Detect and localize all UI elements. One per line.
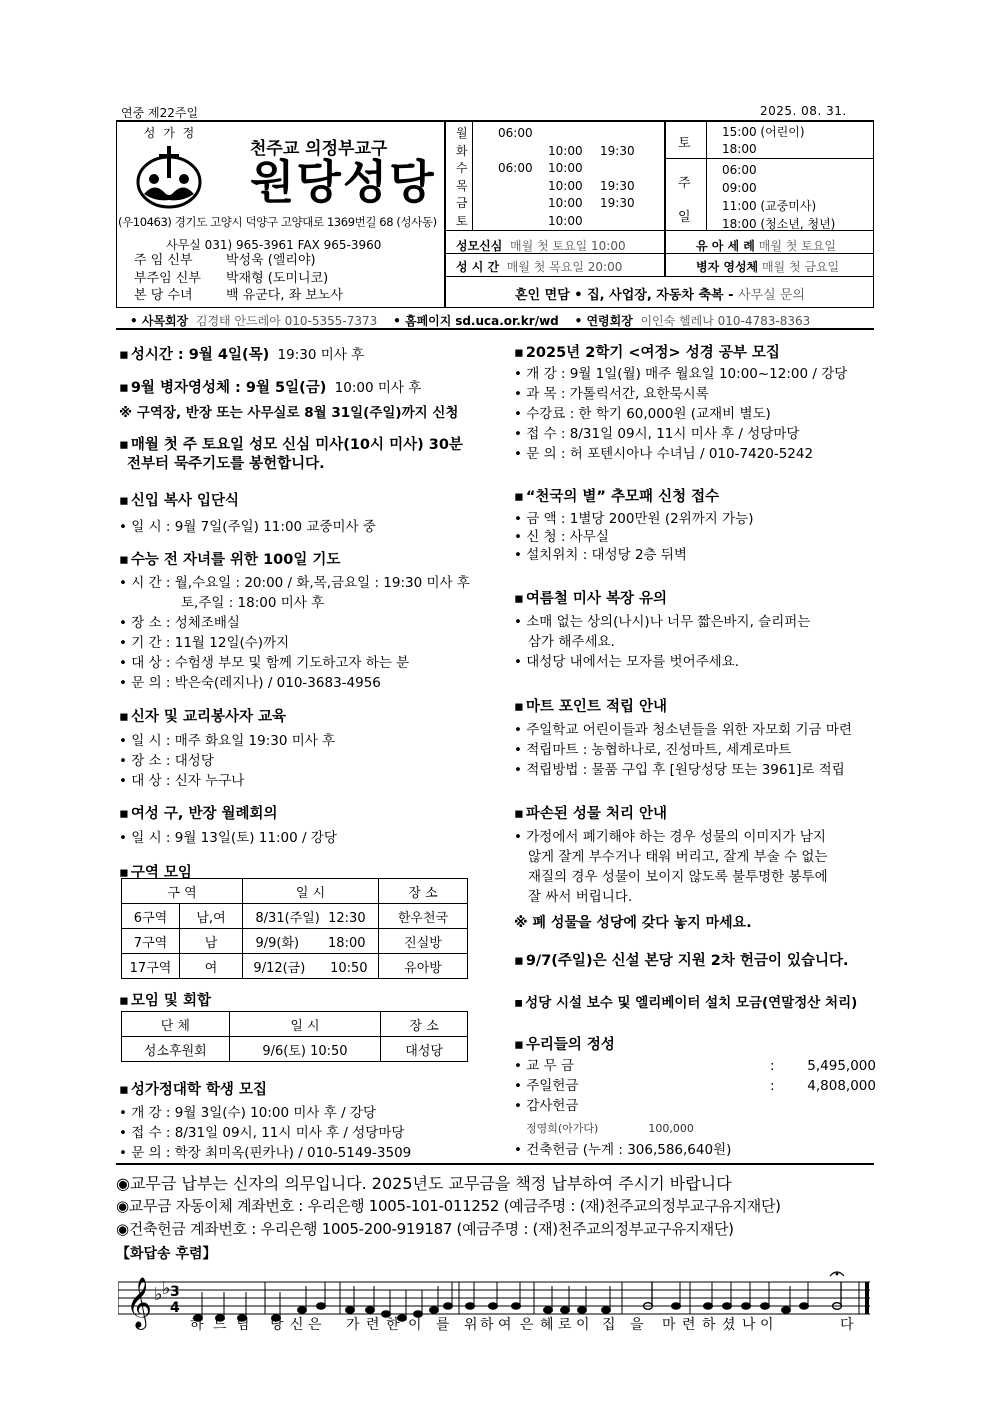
left-section-district-meeting: ▪ 구역 모임 [119,861,192,882]
right-section-elevator-fund: ▪ 성당 시설 보수 및 엘리베이터 설치 모금(연말정산 처리) [514,991,857,1011]
saturday-times: 15:00 (어린이) 18:00 [722,125,805,156]
lyric-syllable: 마 [662,1317,677,1333]
table-row: 6구역 남,여 8/31(주일) 12:30 한우천국 [122,904,468,929]
contacts-bar [130,312,810,329]
lyric-syllable: 여 [498,1317,513,1333]
lyric-syllable: 집 [602,1317,617,1333]
lyric-syllable: 혜 [540,1317,555,1333]
lyric-syllable: 위 [464,1317,479,1333]
issue-date: 2025. 08. 31. [760,104,847,118]
flat-icon: ♭ [154,1284,163,1305]
meeting-table: 단 체 일 시 장 소 성소후원회 9/6(토) 10:50 대성당 [121,1011,468,1062]
lyric-syllable: 가 [346,1317,361,1333]
lyric-syllable: 하 [702,1317,717,1333]
lyric-syllable: 셨 [722,1317,737,1333]
lyric-syllable: 련 [682,1317,697,1333]
left-section-meetings: ▪ 모임 및 회합 [119,989,211,1010]
sunday-label-1: 주 [678,176,691,191]
table-row: 17구역 여 9/12(금) 10:50 유아방 [122,954,468,979]
left-section-rosary: ▪ 매월 첫 주 토요일 성모 신심 미사(10시 미사) 30분 전부터 묵주기도를 봉헌합니다. [119,436,463,474]
sick-communion: 병자 영성체 매월 첫 금요일 [696,260,840,274]
lyric-syllable: 하 [480,1317,495,1333]
logo-caption: 성 가 정 [143,126,197,140]
staff-list [134,252,343,305]
time-signature: 3 [170,1284,180,1300]
district-table: 구 역 일 시 장 소 6구역 남,여 8/31(주일) 12:30 한우천국 7구역 남 9/9(화) 18:00 진실방 17구역 여 9/12(금) 10:50 유아방 [121,878,468,979]
sunday-times: 06:00 09:00 11:00 (교중미사) 18:00 (청소년, 청년) [722,163,836,231]
lyric-syllable: 로 [558,1317,573,1333]
right-section-summer-attire: ▪ 여름철 미사 복장 유의 • 소매 없는 상의(나시)나 너무 짧은바지, 슬리퍼는 삼가 해주세요. • 대성당 내에서는 모자를 벗어주세요. [514,587,810,672]
sick-communion-note: ※ 구역장, 반장 또는 사무실로 8월 31일(주일)까지 신청 [119,405,459,421]
right-section-bible-study: ▪ 2025년 2학기 <여정> 성경 공부 모집 • 개 강 : 9월 1일(월) 매주 월요일 10:00~12:00 / 강당 • 과 목 : 가톨릭서간, 요한묵시록 • 수강료 : 한 학기 60,000원 (교재비 별도) • 접 수 : 8/31일 09시, 11시 미사 후 / 성당마당 • 문 의 : 허 포텐시아나 수녀님 / 010-7420-5242 [514,341,847,464]
damaged-items-warning: ※ 폐 성물을 성당에 갖다 놓지 마세요. [514,915,752,931]
right-section-memorial-plaque: ▪ “천국의 별” 추모패 신청 접수 • 금 액 : 1별당 200만원 (2위까지 가능) • 신 청 : 사무실 • 설치위치 : 대성당 2층 뒤벽 [514,485,753,564]
lyric-syllable: 이 [408,1317,423,1333]
lyric-syllable: 느 [213,1317,228,1333]
staff-name: 박재형 (도미니코) [226,270,329,286]
office-phone: 사무실 031) 965-3961 FAX 965-3960 [166,238,382,252]
staff-name: 박성욱 (엘리야) [226,253,316,268]
devotion-holy-hour: 성 시 간 매월 첫 목요일 20:00 [456,260,623,274]
staff-role: 부주임 신부 [134,270,201,286]
parish-logo-icon [134,142,204,210]
right-section-second-collection: ▪ 9/7(주일)은 신설 본당 지원 2차 헌금이 있습니다. [514,949,849,970]
lyric-syllable: 를 [436,1317,451,1333]
infant-baptism: 유 아 세 례 매월 첫 토요일 [696,239,836,253]
parish-address: (우10463) 경기도 고양시 덕양구 고양대로 1369번길 68 (성사동) [118,215,437,229]
left-section-sick-communion: ▪ 9월 병자영성체 : 9월 5일(금) 10:00 미사 후 [119,376,421,397]
lyric-syllable: 이 [576,1317,591,1333]
left-section-women-meeting: ▪ 여성 구, 반장 월례회의 • 일 시 : 9월 13일(토) 11:00 / 강당 [119,802,337,848]
lyric-syllable: 하 [190,1317,205,1333]
blessing-info: 혼인 면담 • 집, 사업장, 자동차 축복 - 사무실 문의 [515,288,805,303]
lyric-syllable: 은 [308,1317,323,1333]
bottom-notices: ◉교무금 납부는 신자의 의무입니다. 2025년도 교무금을 책정 납부하여 주시기 바랍니다 ◉교무금 자동이체 계좌번호 : 우리은행 1005-101-011252 (예금주명 : (재)천주교의정부교구유지재단) ◉건축헌금 계좌번호 : 우리은행 1005-200-919187 (예금주명 : (재)천주교의정부교구유지재단) [116,1174,781,1238]
staff-role: 본 당 수녀 [134,288,193,303]
contact-item: • 홈페이지 sd.uca.or.kr/wd [393,314,559,328]
table-row: 7구역 남 9/9(화) 18:00 진실방 [122,929,468,954]
right-section-damaged-items: ▪ 파손된 성물 처리 안내 • 가정에서 폐기해야 하는 경우 성물의 이미지가 남지 않게 잘게 부수거나 태워 버리고, 잘게 부술 수 없는 재질의 경우 성물이 보이지 않도록 불투명한 봉투에 잘 싸서 버립니다. ※ 폐 성물을 성당에 갖다 놓지 마세요. [514,802,828,932]
lyric-syllable: 나 [742,1317,757,1333]
left-section-holy-hour: ▪ 성시간 : 9월 4일(목) 19:30 미사 후 [119,343,364,364]
diocese-name: 천주교 의정부교구 [250,139,388,159]
week-label: 연중 제22주일 [121,106,199,120]
lyric-syllable: 을 [630,1317,645,1333]
treble-clef-icon: 𝄞 [126,1277,153,1328]
left-section-100-day-prayer: ▪ 수능 전 자녀를 위한 100일 기도 • 시 간 : 월,수요일 : 20:00 / 화,목,금요일 : 19:30 미사 후 토,주일 : 18:00 미사 후 • 장 소 : 성체조배실 • 기 간 : 11월 12일(수)까지 • 대 상 : 수험생 부모 및 함께 기도하고자 하는 분 • 문 의 : 박은숙(레지나) / 010-3683-4956 [119,548,470,693]
table-row: 성소후원회 9/6(토) 10:50 대성당 [122,1037,468,1062]
left-section-catechist-education: ▪ 신자 및 교리봉사자 교육 • 일 시 : 매주 화요일 19:30 미사 후 • 장 소 : 대성당 • 대 상 : 신자 누구나 [119,705,335,791]
contact-item: • 사목회장 김경태 안드레아 010-5355-7373 [130,314,378,328]
lyric-syllable: 은 [520,1317,535,1333]
lyric-syllable: 이 [760,1317,775,1333]
lyric-syllable: 신 [290,1317,305,1333]
right-section-mart-points: ▪ 마트 포인트 적립 안내 • 주일학교 어린이들과 청소년들을 위한 자모회 기금 마련 • 적립마트 : 농협하나로, 진성마트, 세계로마트 • 적립방법 : 물품 구입 후 [원당성당 또는 3961]로 적립 [514,695,852,780]
contact-item: • 연령회장 이인숙 헬레나 010-4783-8363 [574,314,811,328]
saturday-label: 토 [678,136,691,151]
lyric-syllable: 당 [270,1317,285,1333]
svg-text:4: 4 [170,1300,180,1316]
thanks-donor: 정영희(아가다) 100,000 [526,1122,694,1135]
lyric-syllable: 님 [236,1317,251,1333]
lyric-syllable: 한 [386,1317,401,1333]
psalm-title: 【화답송 후렴】 [116,1246,217,1262]
right-section-offerings: ▪ 우리들의 정성 • 교 무 금 : 5,495,000 • 주일헌금 : 4,808,000 • 감사헌금 정영희(아가다) 100,000 • 건축헌금 (누계 : 306,586,640원) [514,1033,876,1160]
parish-name: 원당성당 [250,155,436,209]
lyric-syllable: 다 [840,1317,855,1333]
staff-role: 주 임 신부 [134,253,193,268]
left-section-altar-servers: ▪ 신입 복사 입단식 • 일 시 : 9월 7일(주일) 11:00 교중미사 중 [119,489,376,537]
devotion-mary: 성모신심 매월 첫 토요일 10:00 [456,239,626,253]
weekday-times: 월 06:00 화 10:00 19:30 수 06:00 10:00 목 10:00 19:30 금 10:00 19:30 토 10:00 [456,126,635,228]
staff-name: 백 유군다, 좌 보노사 [226,288,343,303]
svg-text:♭: ♭ [162,1278,171,1299]
sunday-label-2: 일 [678,210,691,225]
lyric-syllable: 련 [366,1317,381,1333]
left-section-holy-family-college: ▪ 성가정대학 학생 모집 • 개 강 : 9월 3일(수) 10:00 미사 후 / 강당 • 접 수 : 8/31일 09시, 11시 미사 후 / 성당마당 • 문 의 : 학장 최미옥(핀카나) / 010-5149-3509 [119,1078,411,1163]
